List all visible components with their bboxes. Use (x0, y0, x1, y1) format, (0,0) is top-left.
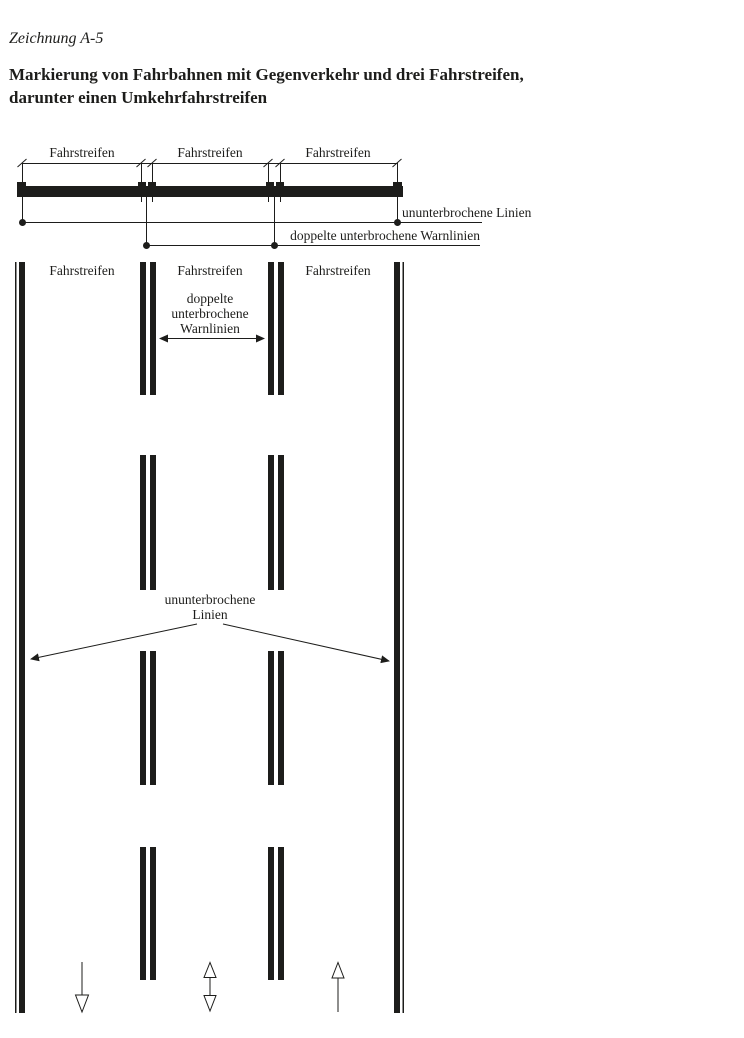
plan-warning-lines-label (171, 291, 248, 336)
warning-line-dash (140, 651, 156, 785)
cross-section-lane-label-1: Fahrstreifen (49, 145, 115, 160)
document-title (9, 64, 524, 109)
plan-lane-label-3: Fahrstreifen (305, 263, 371, 278)
leader-line (146, 197, 147, 245)
warning-marking-bump (148, 182, 156, 187)
warning-lines-callout: doppelte unterbrochene Warnlinien (290, 228, 480, 243)
warning-line-dash (140, 847, 156, 980)
leader-shelf-continuous (22, 222, 482, 223)
warning-line-dash (268, 455, 284, 590)
leader-arrow-right-icon (223, 624, 389, 661)
warning-line-dash (268, 847, 284, 980)
warning-marking-bump (276, 182, 284, 187)
cross-section-lane-label-3: Fahrstreifen (305, 145, 371, 160)
warning-line-dash (268, 262, 284, 395)
up-down-arrow-icon (204, 963, 216, 1012)
continuous-edge-line-left (15, 262, 25, 1013)
leader-shelf-warning (146, 245, 480, 246)
plan-lane-label-2: Fahrstreifen (177, 263, 243, 278)
continuous-lines-callout: ununterbrochene Linien (402, 205, 532, 220)
plan-warning-lines-label-line-2: unterbrochene (171, 306, 249, 321)
leader-dot (394, 219, 401, 226)
warning-marking-bump (266, 182, 274, 187)
up-arrow-icon (332, 963, 344, 1013)
plan-warning-lines-label-line-3: Warnlinien (180, 321, 240, 336)
road-surface-bar (17, 186, 403, 197)
leader-line (274, 197, 275, 245)
plan-continuous-lines-label (165, 592, 256, 622)
leader-dot (143, 242, 150, 249)
leader-dot (271, 242, 278, 249)
warning-line-dash (140, 262, 156, 395)
plan-lane-label-1: Fahrstreifen (49, 263, 115, 278)
title-line-2: darunter einen Umkehrfahrstreifen (9, 87, 268, 107)
continuous-edge-line-right (394, 262, 404, 1013)
warning-line-dash (268, 651, 284, 785)
leader-arrow-left-icon (31, 624, 197, 659)
plan-warning-lines-label-line-1: doppelte (186, 291, 234, 306)
edge-marking-bump (17, 182, 26, 187)
down-arrow-icon (76, 962, 89, 1012)
warning-marking-bump (138, 182, 146, 187)
warning-line-dash (140, 455, 156, 590)
cross-section-lane-label-2: Fahrstreifen (177, 145, 243, 160)
drawing-number: Zeichnung A-5 (9, 30, 104, 47)
leader-dot (19, 219, 26, 226)
edge-marking-bump (393, 182, 402, 187)
plan-continuous-lines-label-line-1: ununterbrochene (164, 592, 256, 607)
title-line-1: Markierung von Fahrbahnen mit Gegenverkehr und drei Fahrstreifen, (9, 65, 524, 84)
plan-continuous-lines-label-line-2: Linien (192, 607, 228, 622)
dimension-line (22, 163, 397, 164)
